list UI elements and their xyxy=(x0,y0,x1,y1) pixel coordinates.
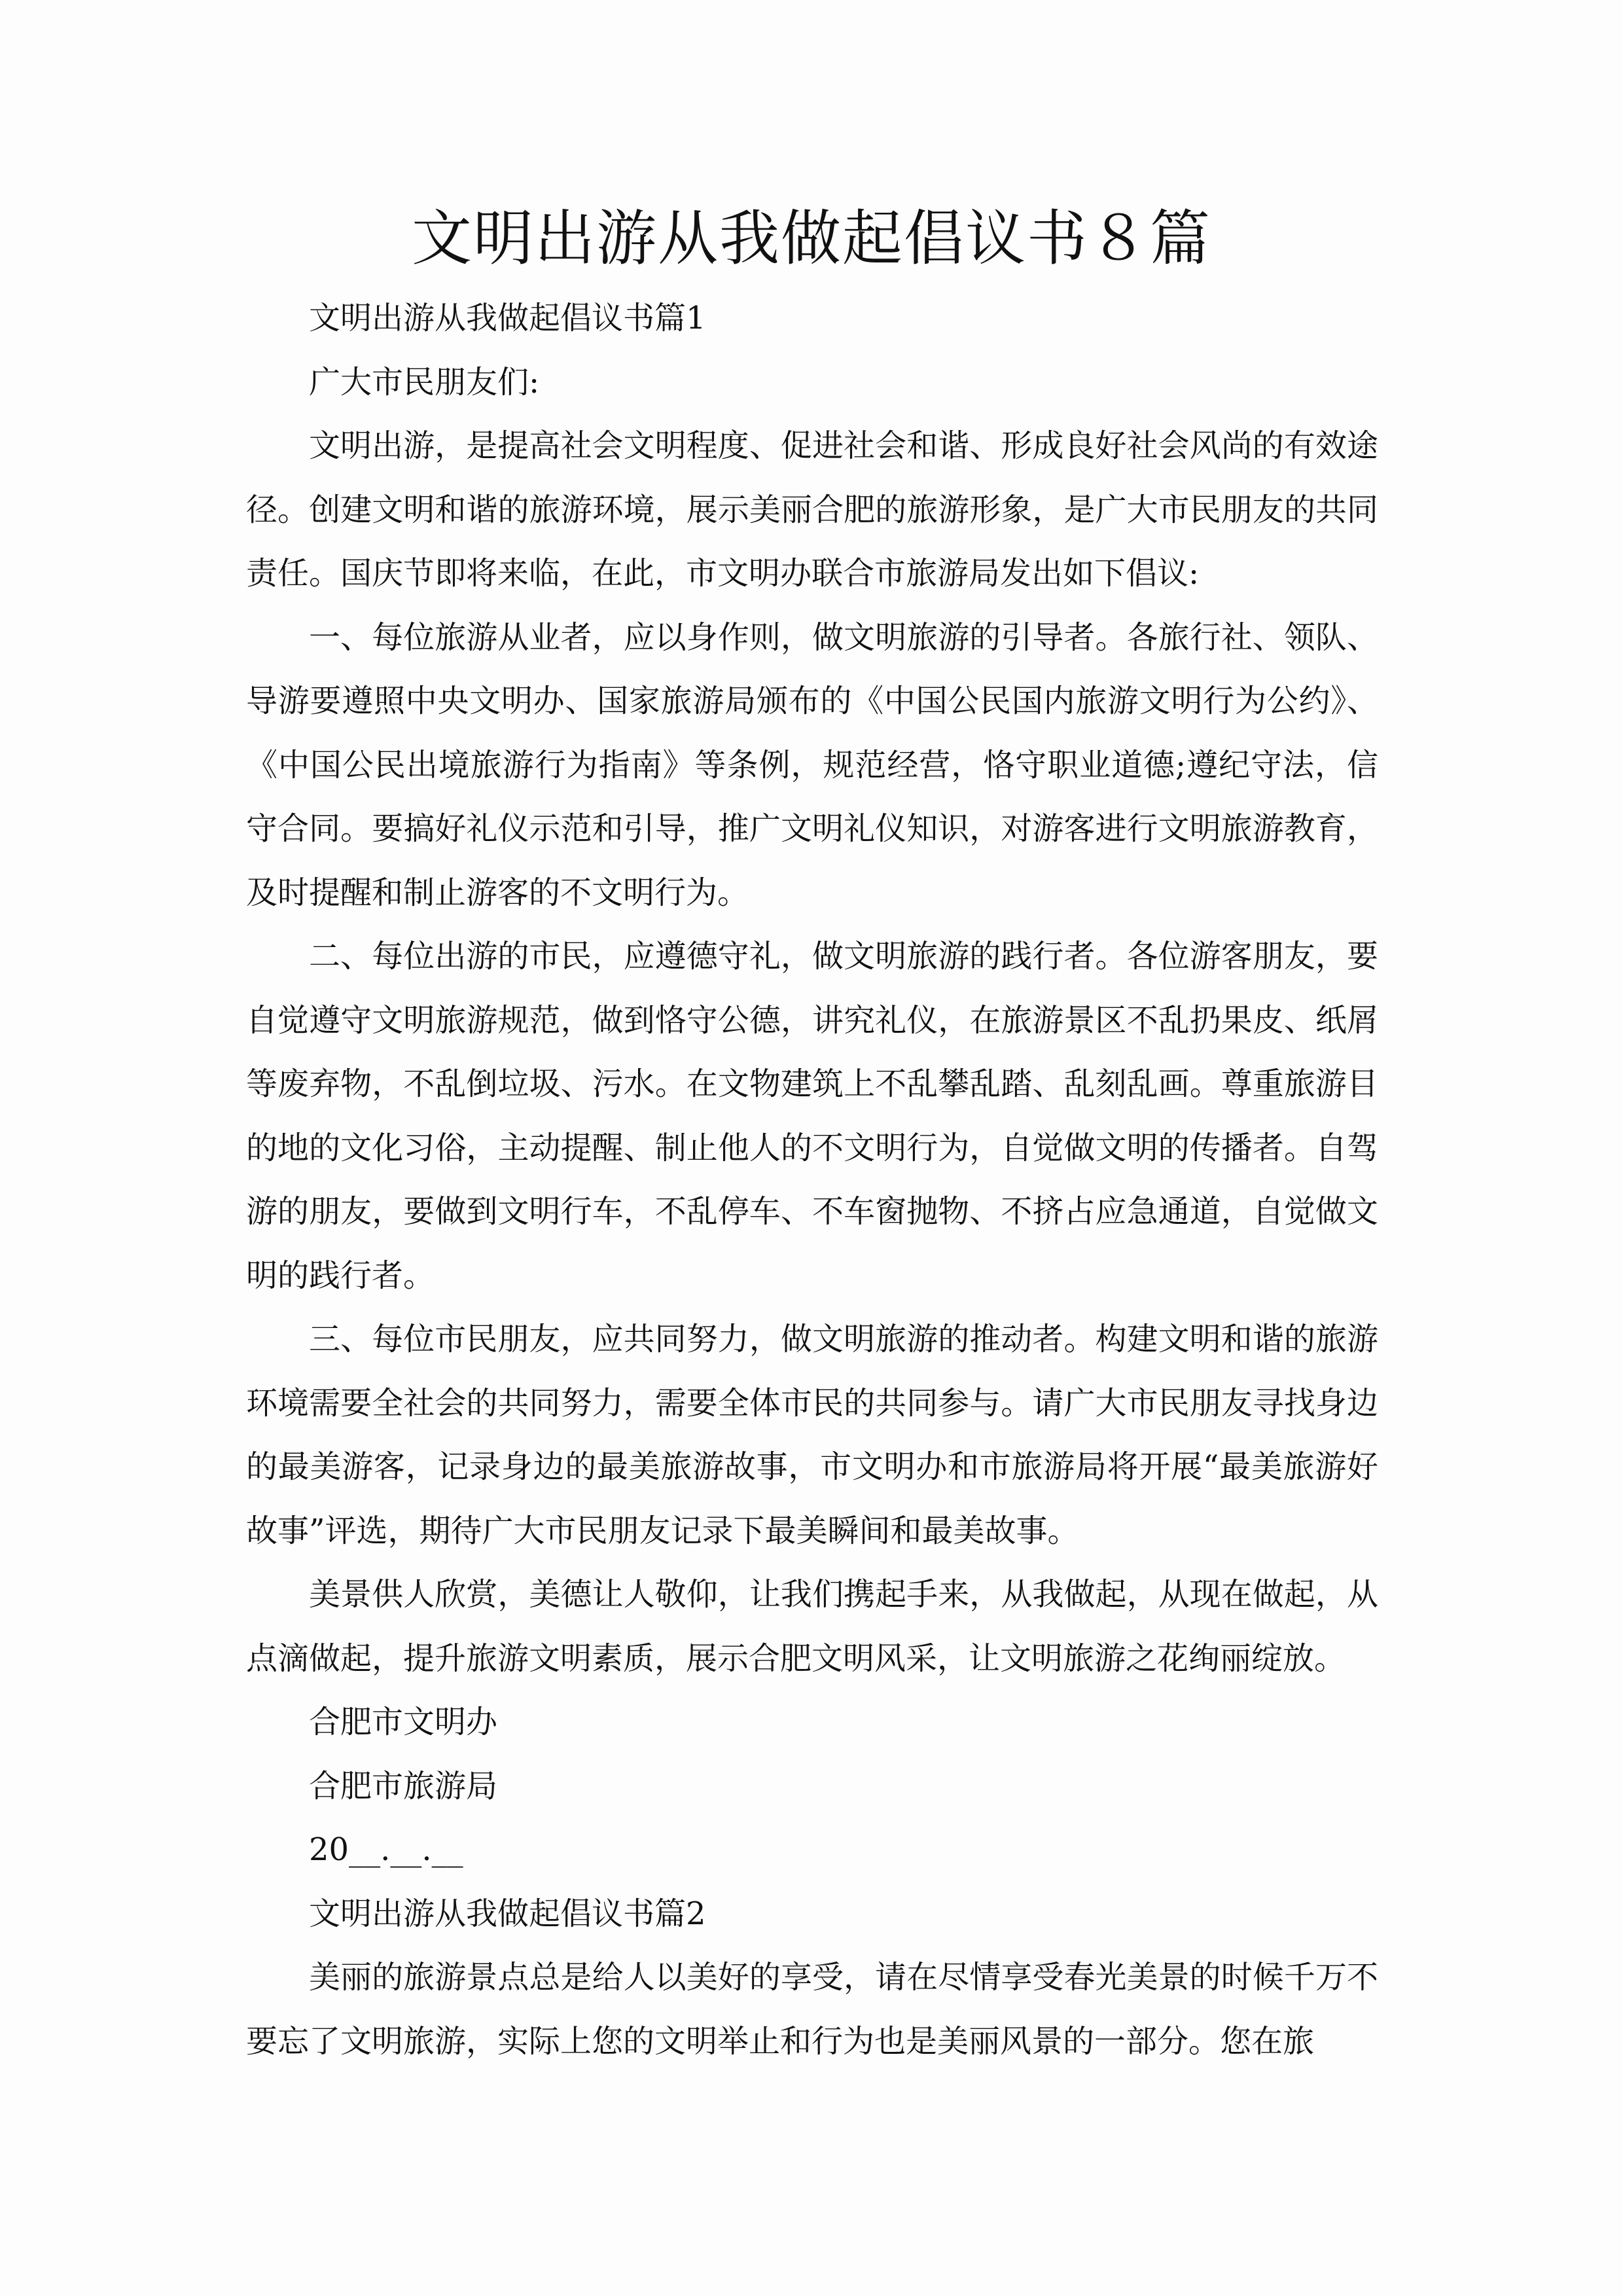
paragraph-point-2: 二、每位出游的市民，应遵德守礼，做文明旅游的践行者。各位游客朋友，要自觉遵守文明旅游规范，做到恪守公德，讲究礼仪，在旅游景区不乱扔果皮、纸屑等废弃物，不乱倒垃圾、污水。在文物建筑上不乱攀乱踏、乱刻乱画。尊重旅游目的地的文化习俗，主动提醒、制止他人的不文明行为，自觉做文明的传播者。自驾游的朋友，要做到文明行车，不乱停车、不车窗抛物、不挤占应急通道，自觉做文明的践行者。 xyxy=(246,938,1378,1294)
signature-date: 20__.__.__ xyxy=(309,1831,463,1868)
signature-org-1: 合肥市文明办 xyxy=(309,1704,498,1740)
paragraph-closing: 美景供人欣赏，美德让人敬仰，让我们携起手来，从我做起，从现在做起，从点滴做起，提升旅游文明素质，展示合肥文明风采，让文明旅游之花绚丽绽放。 xyxy=(246,1576,1378,1677)
paragraph-point-3: 三、每位市民朋友，应共同努力，做文明旅游的推动者。构建文明和谐的旅游环境需要全社会的共同努力，需要全体市民的共同参与。请广大市民朋友寻找身边的最美游客，记录身边的最美旅游故事，市文明办和市旅游局将开展“最美旅游好故事”评选，期待广大市民朋友记录下最美瞬间和最美故事。 xyxy=(246,1321,1378,1549)
document-title: 文明出游从我做起倡议书８篇 xyxy=(411,204,1211,274)
document-body xyxy=(246,287,1378,2073)
paragraph-point-1: 一、每位旅游从业者，应以身作则，做文明旅游的引导者。各旅行社、领队、导游要遵照中央文明办、国家旅游局颁布的《中国公民国内旅游文明行为公约》、《中国公民出境旅游行为指南》等条例，规范经营，恪守职业道德;遵纪守法，信守合同。要搞好礼仪示范和引导，推广文明礼仪知识，对游客进行文明旅游教育，及时提醒和制止游客的不文明行为。 xyxy=(246,619,1378,911)
section-heading-1: 文明出游从我做起倡议书篇1 xyxy=(309,300,706,336)
signature-org-2: 合肥市旅游局 xyxy=(309,1767,498,1804)
paragraph-intro: 文明出游，是提高社会文明程度、促进社会和谐、形成良好社会风尚的有效途径。创建文明和谐的旅游环境，展示美丽合肥的旅游形象，是广大市民朋友的共同责任。国庆节即将来临，在此，市文明办联合市旅游局发出如下倡议: xyxy=(246,427,1378,592)
section-heading-2: 文明出游从我做起倡议书篇2 xyxy=(309,1895,706,1932)
salutation: 广大市民朋友们: xyxy=(309,363,540,401)
paragraph-section-2-intro: 美丽的旅游景点总是给人以美好的享受，请在尽情享受春光美景的时候千万不要忘了文明旅游，实际上您的文明举止和行为也是美丽风景的一部分。您在旅 xyxy=(246,1959,1378,2060)
